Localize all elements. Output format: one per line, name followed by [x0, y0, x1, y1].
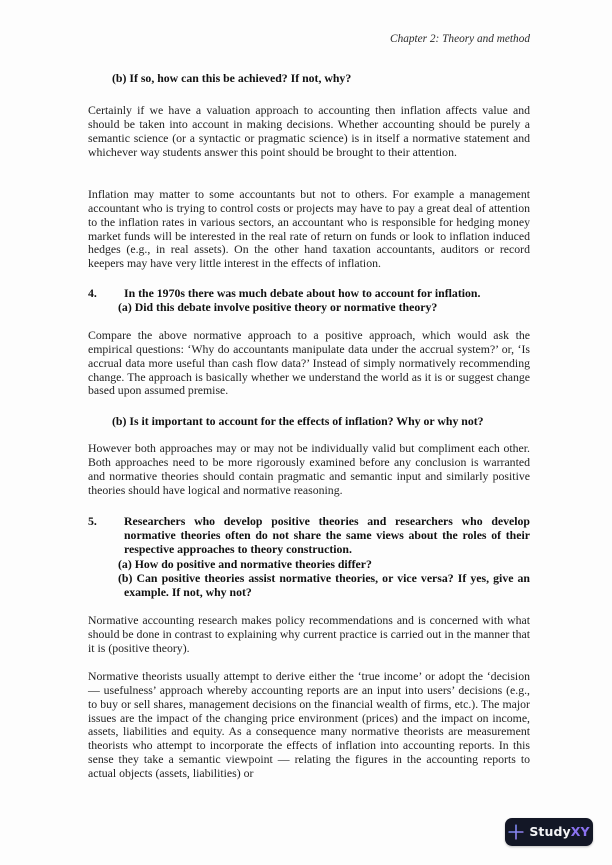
question-5-sub-a: (a) How do positive and normative theories differ? [118, 556, 372, 571]
question-4b-heading: (b) Is it important to account for the effects of inflation? Why or why not? [112, 414, 484, 428]
chapter-title: Chapter 2: Theory and method [390, 33, 530, 45]
paragraph-5: Normative accounting research makes policy recommendations and is concerned with what should be done in contrast to explaining why current practice is carried out in the manner that it is (positive theory). [88, 613, 530, 655]
question-5-number: 5. [88, 514, 97, 528]
question-4-number: 4. [88, 286, 97, 300]
paragraph-2: Inflation may matter to some accountants but not to others. For example a management accountant who is trying to control costs or projects may have to pay a great deal of attention to the inflation rates in various sectors, an accountant who is responsible for hedging money market funds will be interested in the real rate of return on funds or look to inflation induced hedges (e.g., in real assets). On the other hand taxation accountants, auditors or record keepers may have very little interest in the effects of inflation. [88, 187, 530, 271]
page-header [88, 33, 530, 45]
question-4-sub-a: (a) Did this debate involve positive theory or normative theory? [118, 300, 438, 315]
question-4-statement: In the 1970s there was much debate about how to account for inflation. [124, 286, 481, 300]
plus-icon [508, 824, 524, 840]
question-4-body [118, 286, 530, 314]
question-5-statement: Researchers who develop positive theories and researchers who develop normative theories often do not share the same views about the roles of their respective approaches to theory construction. [124, 514, 530, 557]
question-5-sub-b: (b) Can positive theories assist normative theories, or vice versa? If yes, give an example. If not, why not? [118, 570, 530, 600]
question-5 [88, 514, 530, 599]
studyxy-logo [505, 818, 593, 846]
paragraph-1: Certainly if we have a valuation approach to accounting then inflation affects value and should be taken into account in making decisions. Whether accounting should be purely a semantic science (or a syntactic or pragmatic science) is in itself a normative statement and whichever way students answer this point should be brought to their attention. [88, 103, 530, 159]
logo-text-accent: XY [570, 823, 590, 839]
paragraph-3: Compare the above normative approach to a positive approach, which would ask the empirical questions: ‘Why do accountants manipulate data under the accrual system?’ or, ‘Is accrual data more useful than cash flow data?’ Instead of simply normatively recommending change. The approach is basically whether we understand the world as it is or suggest change based upon assumed premise. [88, 328, 530, 398]
question-5-body [118, 514, 530, 599]
question-4 [88, 286, 530, 314]
paragraph-4: However both approaches may or may not be individually valid but compliment each other. Both approaches need to be more rigorously examined before any conclusion is warranted and normative theories should contain pragmatic and semantic input and similarly positive theories should have logical and normative reasoning. [88, 441, 530, 497]
logo-text [529, 823, 590, 839]
paragraph-6: Normative theorists usually attempt to derive either the ‘true income’ or adopt the ‘decision — usefulness’ approach whereby accounting reports are an input into users’ decisions (e.g., to buy or sell shares, management decisions on the financial wealth of firms, etc.). The major issues are the impact of the changing price environment (prices) and the impact on income, assets, liabilities and equity. As a consequence many normative theorists are measurement theorists who attempt to incorporate the effects of inflation into accounting reports. In this sense they take a semantic viewpoint — relating the figures in the accounting reports to actual objects (assets, liabilities) or [88, 669, 530, 780]
question-3b-heading: (b) If so, how can this be achieved? If not, why? [112, 71, 352, 85]
logo-text-primary: Study [529, 823, 571, 839]
